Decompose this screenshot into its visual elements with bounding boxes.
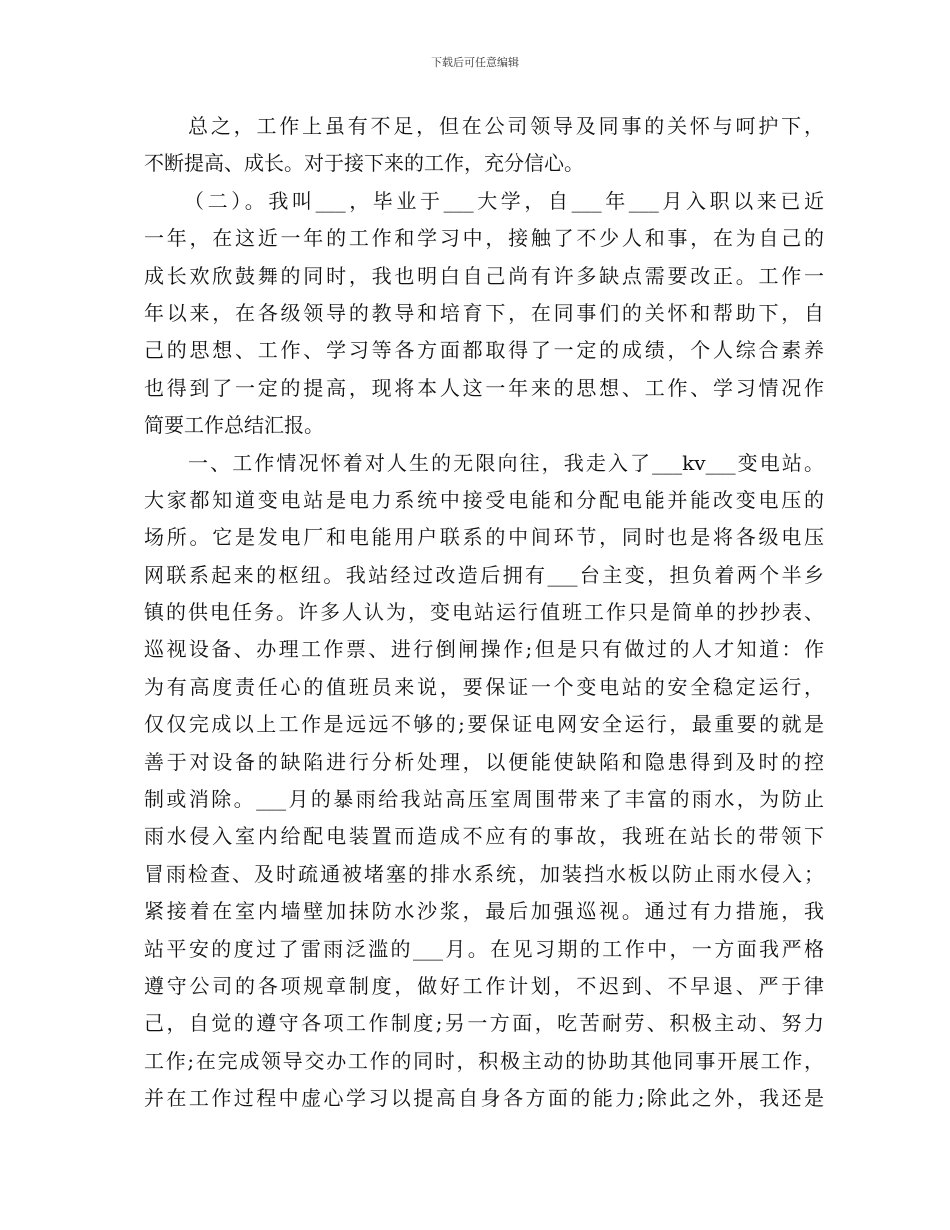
text-line: 网联系起来的枢纽。我站经过改造后拥有___台主变，担负着两个半乡 — [144, 562, 824, 587]
text-line: 并在工作过程中虚心学习以提高自身各方面的能力;除此之外，我还是 — [144, 1086, 824, 1111]
page-header: 下载后可任意编辑 — [431, 56, 519, 69]
text-line: 也得到了一定的提高，现将本人这一年来的思想、工作、学习情况作 — [144, 375, 824, 400]
text-line: 工作;在完成领导交办工作的同时，积极主动的协助其他同事开展工作， — [144, 1048, 824, 1073]
text-line: 年以来，在各级领导的教导和培育下，在同事们的关怀和帮助下，自 — [144, 300, 824, 325]
text-line: 己，自觉的遵守各项工作制度;另一方面，吃苦耐劳、积极主动、努力 — [144, 1011, 824, 1036]
text-line: 成长欢欣鼓舞的同时，我也明白自己尚有许多缺点需要改正。工作一 — [144, 263, 824, 288]
text-line: 己的思想、工作、学习等各方面都取得了一定的成绩，个人综合素养 — [144, 338, 824, 363]
text-line: 雨水侵入室内给配电装置而造成不应有的事故，我班在站长的带领下 — [144, 824, 824, 849]
text-line: 一年，在这近一年的工作和学习中，接触了不少人和事，在为自己的 — [144, 226, 824, 251]
text-line: 镇的供电任务。许多人认为，变电站运行值班工作只是简单的抄抄表、 — [144, 600, 824, 625]
text-line: 站平安的度过了雷雨泛滥的___月。在见习期的工作中，一方面我严格 — [144, 936, 824, 961]
text-line: 不断提高、成长。对于接下来的工作，充分信心。 — [144, 151, 584, 176]
text-line: 简要工作总结汇报。 — [144, 413, 324, 438]
text-line: 制或消除。___月的暴雨给我站高压室周围带来了丰富的雨水，为防止 — [144, 787, 824, 812]
text-line: 场所。它是发电厂和电能用户联系的中间环节，同时也是将各级电压 — [144, 525, 824, 550]
text-line: 巡视设备、办理工作票、进行倒闸操作;但是只有做过的人才知道：作 — [144, 637, 824, 662]
text-line: 仅仅完成以上工作是远远不够的;要保证电网安全运行，最重要的就是 — [144, 712, 824, 737]
text-line: 总之，工作上虽有不足，但在公司领导及同事的关怀与呵护下， — [188, 114, 824, 138]
text-line: 冒雨检查、及时疏通被堵塞的排水系统，加装挡水板以防止雨水侵入； — [144, 861, 824, 886]
text-line: （二）。我叫___，毕业于___大学，自___年___月入职以来已近 — [184, 188, 824, 213]
text-line: 善于对设备的缺陷进行分析处理，以便能使缺陷和隐患得到及时的控 — [144, 749, 824, 774]
text-line: 遵守公司的各项规章制度，做好工作计划，不迟到、不早退、严于律 — [144, 973, 824, 998]
text-line: 为有高度责任心的值班员来说，要保证一个变电站的安全稳定运行， — [144, 674, 824, 699]
text-line: 紧接着在室内墙壁加抹防水沙浆，最后加强巡视。通过有力措施，我 — [144, 899, 824, 924]
document-body — [144, 108, 824, 1118]
text-line: 一、工作情况怀着对人生的无限向往，我走入了___kv___变电站。 — [188, 450, 824, 475]
text-line: 大家都知道变电站是电力系统中接受电能和分配电能并能改变电压的 — [144, 487, 824, 512]
